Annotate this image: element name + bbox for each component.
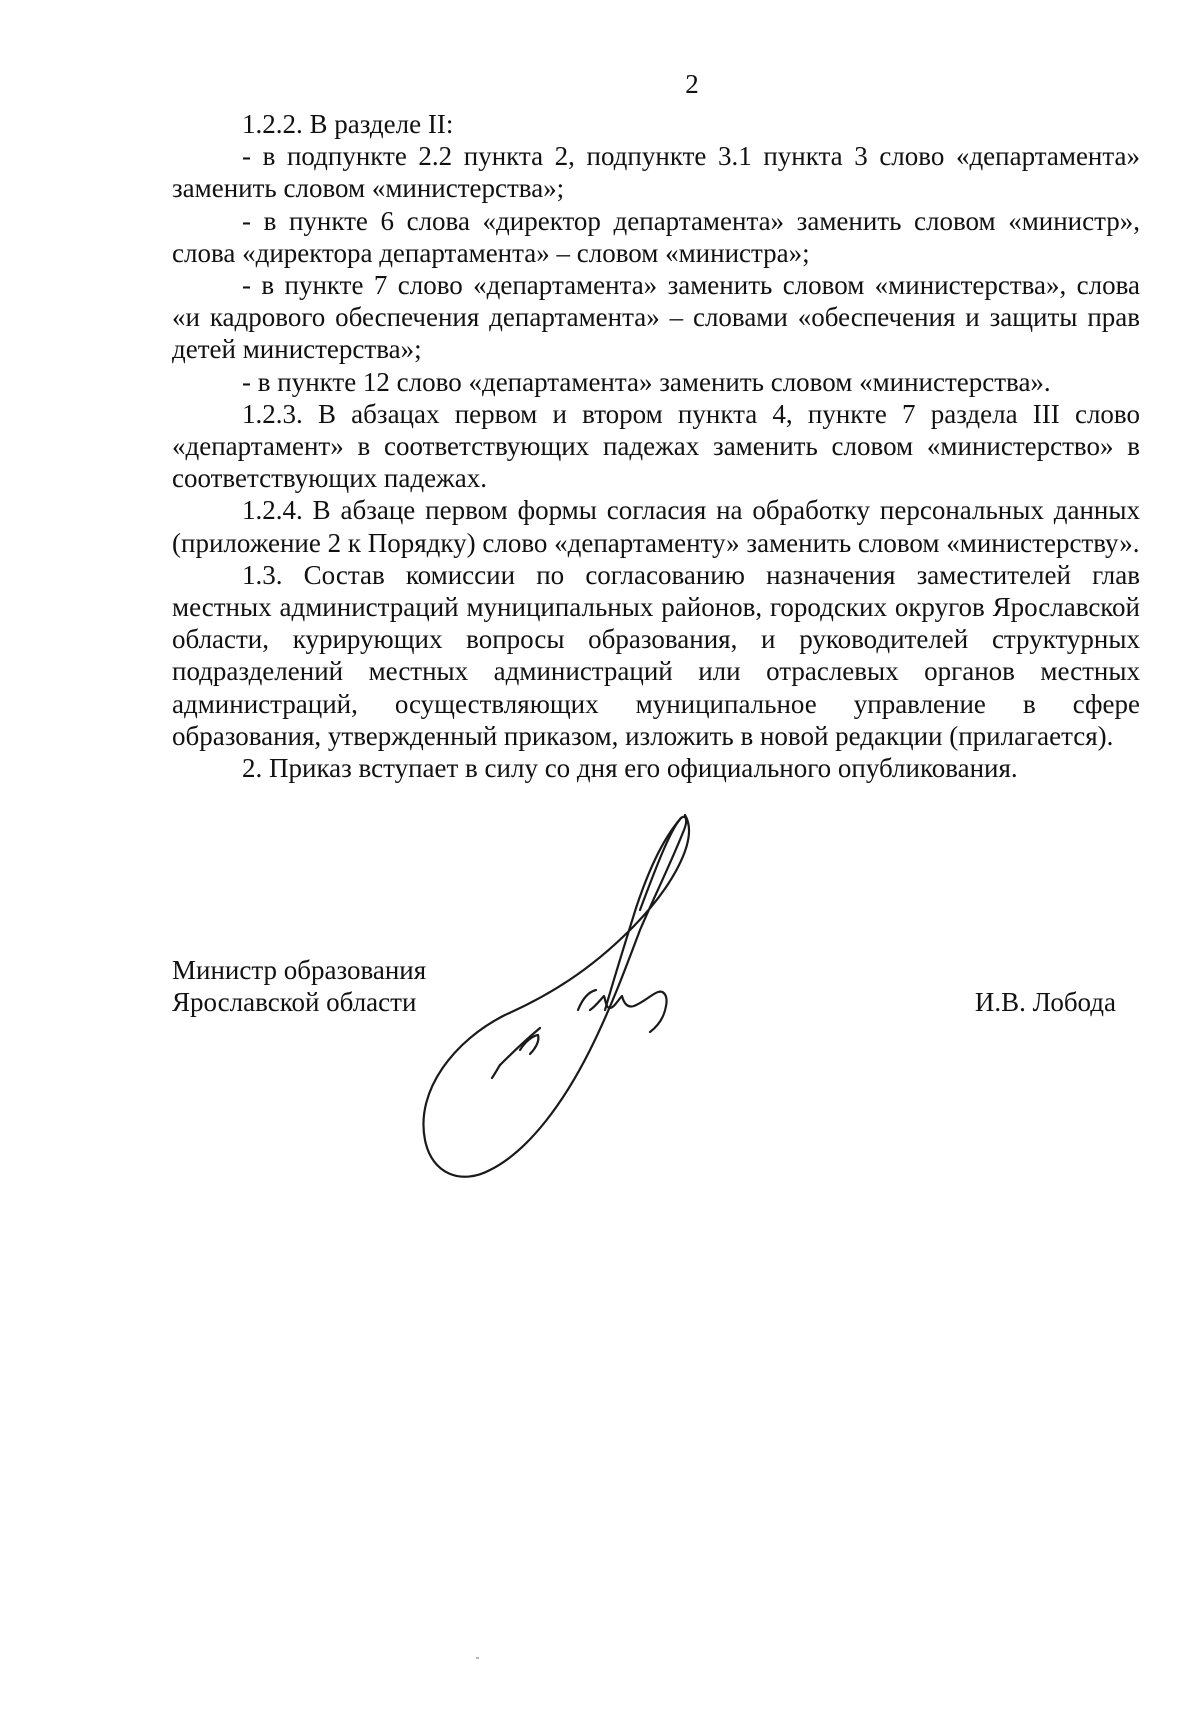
paragraph-1-2-2: 1.2.2. В разделе II: [242, 109, 454, 139]
scan-dot [476, 1657, 479, 1659]
signer-title-line-1: Министр образования [172, 955, 427, 985]
paragraph-item-2-2: - в подпункте 2.2 пункта 2, подпункте 3.1 пункта 3 слово «департамента» заменить словом «министерства»; [172, 141, 1140, 204]
paragraph-item-6: - в пункте 6 слова «директор департамента» заменить словом «министр», слова «директора департамента» – словом «министра»; [172, 205, 1140, 268]
paragraph-1-2-4: 1.2.4. В абзаце первом формы согласия на обработку персональных данных (приложение 2 к Порядку) слово «департаменту» заменить словом «министерству». [172, 495, 1140, 558]
paragraph-1-3: 1.3. Состав комиссии по согласованию назначения заместителей глав местных администраций муниципальных районов, городских округов Ярославской области, курирующих вопросы образования, и руководителей структурных подразделений местных администраций или отраслевых органов местных администраций, осуществляющих муниципальное управление в сфере образования, утвержденный приказом, изложить в новой редакции (прилагается). [172, 559, 1140, 751]
signer-title [172, 954, 426, 1018]
signer-title-line-2: Ярославской области [172, 987, 417, 1017]
paragraph-2: 2. Приказ вступает в силу со дня его официального опубликования. [242, 753, 1018, 784]
paragraph-1-2-3: 1.2.3. В абзацах первом и втором пункта 4, пункте 7 раздела III слово «департамент» в соответствующих падежах заменить словом «министерство» в соответствующих падежах. [172, 398, 1140, 494]
document-body [172, 108, 1140, 784]
page-number: 2 [685, 69, 699, 99]
paragraph-item-7: - в пункте 7 слово «департамента» заменить словом «министерства», слова «и кадрового обеспечения департамента» – словами «обеспечения и защиты прав детей министерства»; [172, 270, 1140, 365]
signer-name: И.В. Лобода [974, 987, 1116, 1017]
paragraph-item-12: - в пункте 12 слово «департамента» заменить словом «министерства». [242, 366, 1051, 397]
handwritten-signature [400, 810, 740, 1190]
